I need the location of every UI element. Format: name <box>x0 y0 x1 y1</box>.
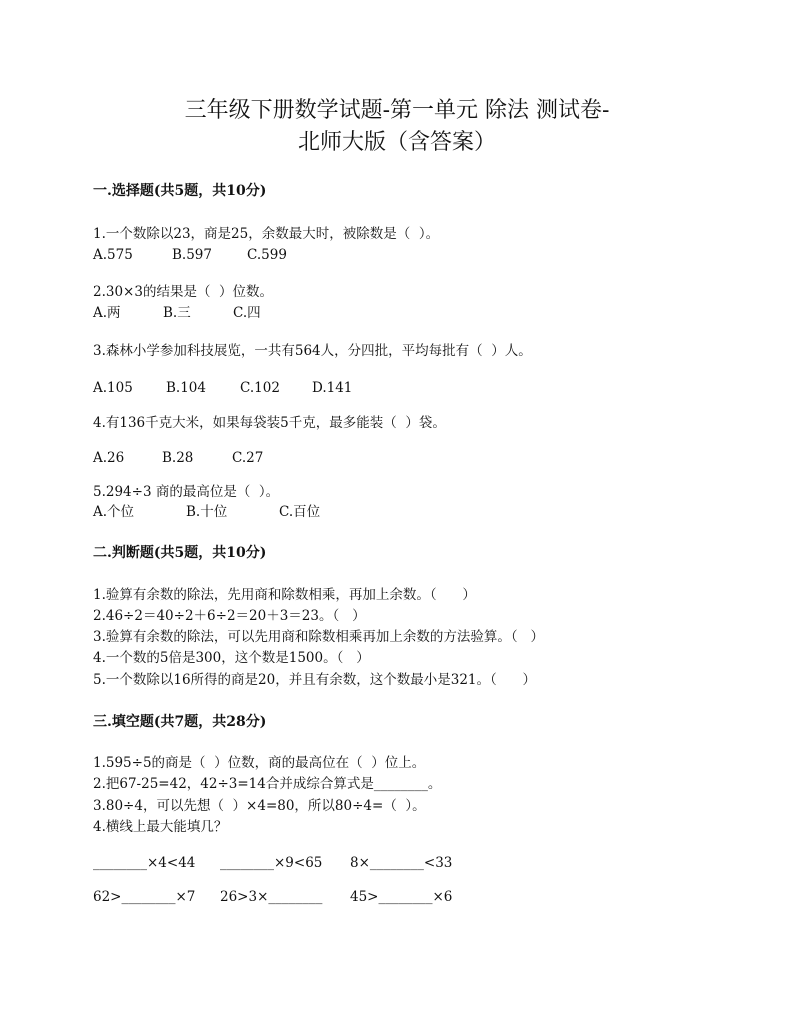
fill-blank-item: 8×________<33 <box>350 855 453 871</box>
option: B.28 <box>162 450 194 466</box>
question-text: 4.有136千克大米，如果每袋装5千克，最多能装（ ）袋。 <box>93 415 446 431</box>
question-text: 1.验算有余数的除法，先用商和除数相乘，再加上余数。（ ） <box>93 587 476 603</box>
option: B.597 <box>172 247 212 263</box>
question-text: 2.46÷2＝40÷2＋6÷2＝20＋3＝23。（ ） <box>93 608 366 624</box>
question-text: 5.一个数除以16所得的商是20，并且有余数，这个数最小是321。（ ） <box>93 672 537 688</box>
option: C.四 <box>233 305 261 321</box>
question-text: 1.595÷5的商是（ ）位数，商的最高位在（ ）位上。 <box>93 755 426 771</box>
fill-blank-item: 45>________×6 <box>350 889 453 905</box>
question-text: 2.30×3的结果是（ ）位数。 <box>93 284 274 300</box>
option: B.104 <box>166 380 206 396</box>
option: B.三 <box>163 305 191 321</box>
option: A.575 <box>93 247 133 263</box>
question-text: 4.横线上最大能填几？ <box>93 819 228 835</box>
fill-blank-item: 62>________×7 <box>93 889 196 905</box>
fill-blank-item: 26>3×________ <box>220 889 323 905</box>
option: A.105 <box>93 380 133 396</box>
option: A.两 <box>93 305 121 321</box>
question-text: 4.一个数的5倍是300，这个数是1500。（ ） <box>93 650 370 666</box>
question-text: 1.一个数除以23，商是25，余数最大时，被除数是（ ）。 <box>93 226 440 242</box>
section-heading-fill: 三.填空题(共7题，共28分) <box>93 714 267 730</box>
option: C.599 <box>247 247 287 263</box>
question-text: 2.把67-25=42，42÷3=14合并成综合算式是________。 <box>93 776 442 792</box>
page-title-line1: 三年级下册数学试题-第一单元 除法 测试卷- <box>184 98 610 123</box>
question-text: 3.验算有余数的除法，可以先用商和除数相乘再加上余数的方法验算。（ ） <box>93 629 545 645</box>
section-heading-choice: 一.选择题(共5题，共10分) <box>93 183 267 199</box>
question-text: 3.森林小学参加科技展览，一共有564人，分四批，平均每批有（ ）人。 <box>93 343 532 359</box>
option: A.个位 <box>93 504 135 520</box>
question-text: 5.294÷3 商的最高位是（ ）。 <box>93 484 280 500</box>
option: C.27 <box>232 450 264 466</box>
fill-blank-item: ________×9<65 <box>220 855 323 871</box>
option: C.102 <box>240 380 280 396</box>
question-text: 3.80÷4，可以先想（ ）×4=80，所以80÷4=（ ）。 <box>93 798 426 814</box>
page-title-line2: 北师大版（含答案） <box>297 130 496 155</box>
option: D.141 <box>312 380 353 396</box>
section-heading-judge: 二.判断题(共5题，共10分) <box>93 545 267 561</box>
option: B.十位 <box>186 504 228 520</box>
option: A.26 <box>93 450 125 466</box>
fill-blank-item: ________×4<44 <box>93 855 196 871</box>
option: C.百位 <box>279 504 321 520</box>
